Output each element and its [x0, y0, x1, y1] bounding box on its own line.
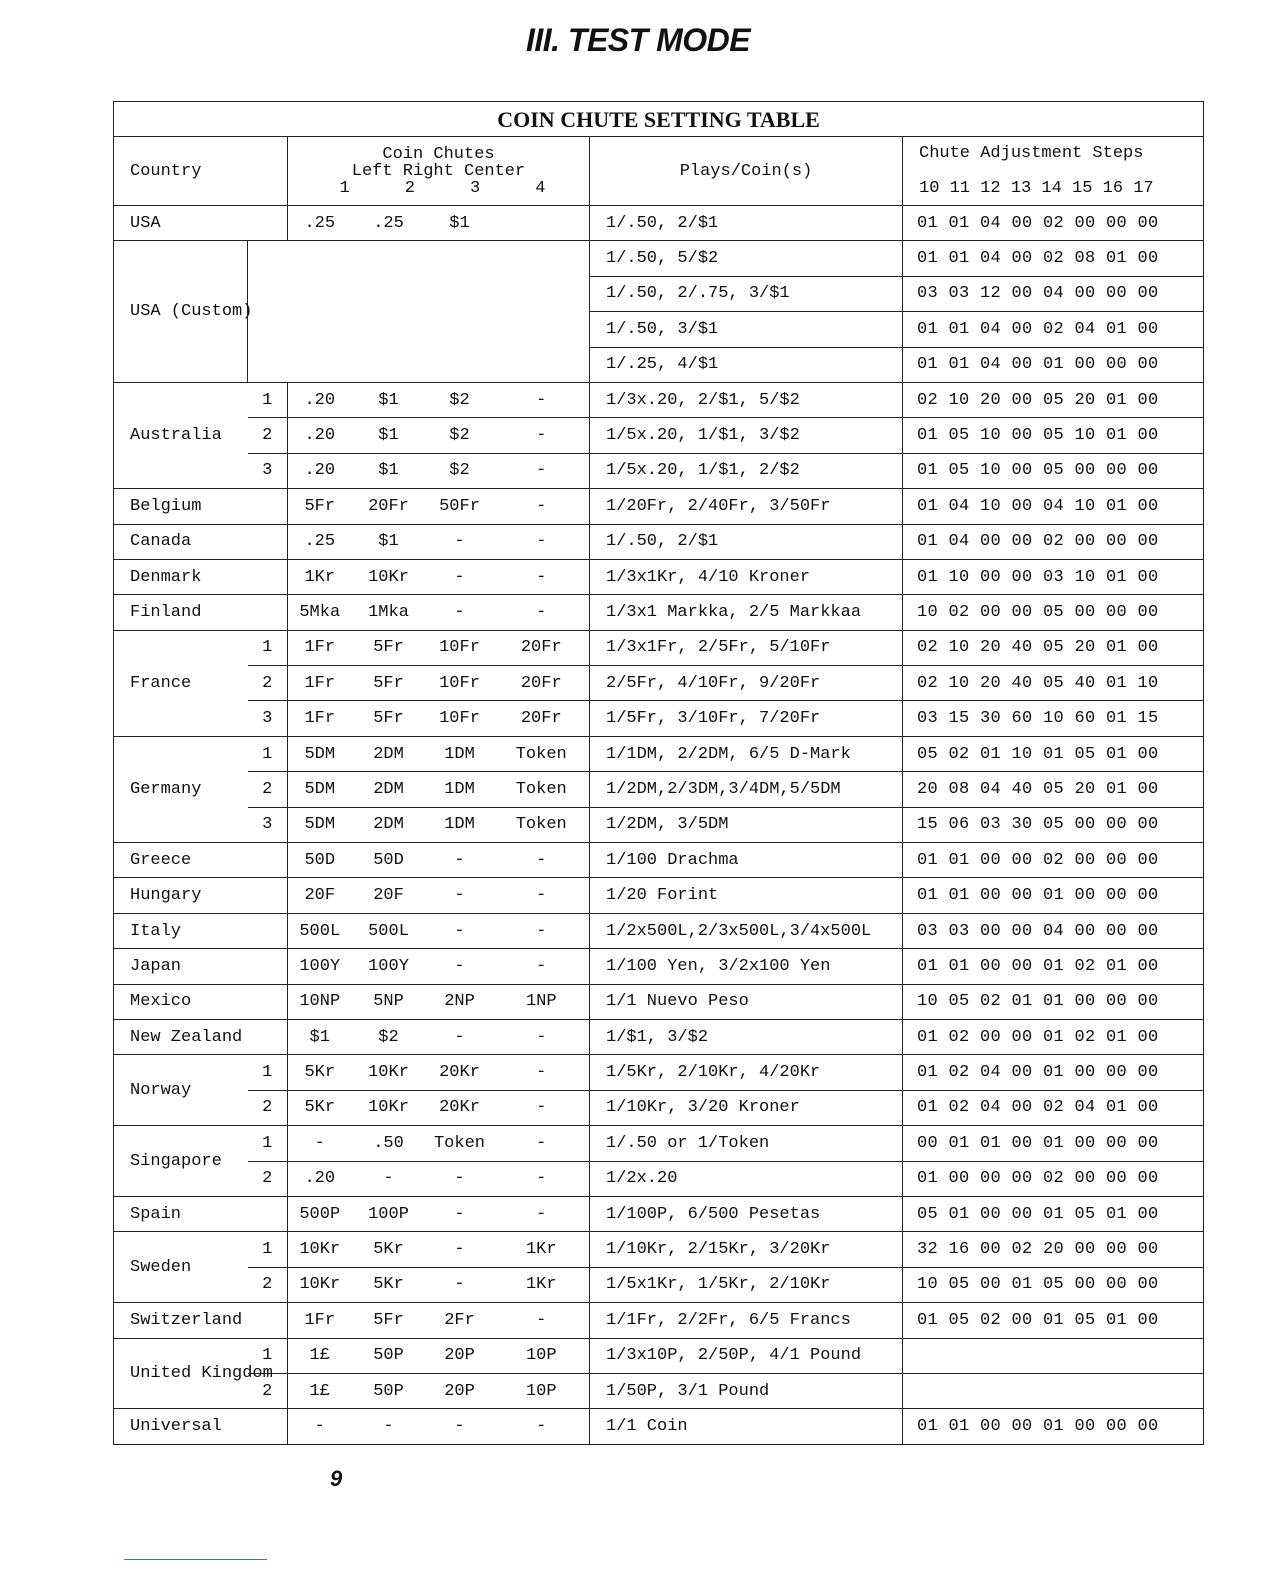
plays-cell: 1/20Fr, 2/40Fr, 3/50Fr [590, 489, 903, 524]
coin-chute-2: 1Mka [352, 595, 426, 630]
coin-chute-3: 50Fr [426, 489, 494, 524]
table-row [114, 1409, 1204, 1444]
coin-chute-4: 20Fr [494, 630, 590, 665]
coin-chute-4: 1NP [494, 984, 590, 1019]
coin-chutes-blank [248, 241, 590, 383]
table-row [114, 984, 1204, 1019]
coin-chute-1: 10NP [288, 984, 352, 1019]
coin-chute-4: - [494, 1090, 590, 1125]
steps-cell: 01 05 10 00 05 00 00 00 [903, 453, 1204, 488]
plays-cell: 1/5x.20, 1/$1, 3/$2 [590, 418, 903, 453]
coin-chute-4: - [494, 913, 590, 948]
coin-chute-2: 5Fr [352, 1303, 426, 1338]
coin-chute-4: Token [494, 772, 590, 807]
coin-chute-2: 5Fr [352, 666, 426, 701]
plays-cell: 1/1DM, 2/2DM, 6/5 D-Mark [590, 736, 903, 771]
plays-cell: 1/2x500L,2/3x500L,3/4x500L [590, 913, 903, 948]
variant-number [248, 843, 288, 878]
steps-cell: 01 04 10 00 04 10 01 00 [903, 489, 1204, 524]
variant-number: 1 [248, 736, 288, 771]
coin-chute-3: - [426, 1019, 494, 1054]
header-chute-number: 1 [339, 178, 350, 198]
plays-cell: 2/5Fr, 4/10Fr, 9/20Fr [590, 666, 903, 701]
variant-number: 2 [248, 1373, 288, 1408]
coin-chute-1: 5DM [288, 807, 352, 842]
coin-chute-3: 20Kr [426, 1090, 494, 1125]
variant-number: 2 [248, 418, 288, 453]
table-row [114, 843, 1204, 878]
coin-chute-4: - [494, 1303, 590, 1338]
coin-chute-1: 10Kr [288, 1232, 352, 1267]
coin-chute-1: 500L [288, 913, 352, 948]
coin-chute-4: - [494, 1019, 590, 1054]
coin-chute-3: $1 [426, 206, 494, 241]
plays-cell: 1/50P, 3/1 Pound [590, 1373, 903, 1408]
variant-number [248, 1409, 288, 1444]
coin-chute-1: 50D [288, 843, 352, 878]
steps-cell: 01 05 10 00 05 10 01 00 [903, 418, 1204, 453]
coin-chute-2: 100Y [352, 949, 426, 984]
coin-chute-3: - [426, 1196, 494, 1231]
steps-cell: 00 01 01 00 01 00 00 00 [903, 1126, 1204, 1161]
coin-chute-4: 20Fr [494, 701, 590, 736]
steps-cell: 03 15 30 60 10 60 01 15 [903, 701, 1204, 736]
coin-chute-4: - [494, 1196, 590, 1231]
coin-chute-3: 2NP [426, 984, 494, 1019]
plays-cell: 1/5Kr, 2/10Kr, 4/20Kr [590, 1055, 903, 1090]
table-row [114, 701, 1204, 736]
coin-chute-1: 5DM [288, 772, 352, 807]
steps-cell: 01 01 04 00 02 08 01 00 [903, 241, 1204, 276]
country-cell: Greece [114, 843, 248, 878]
table-row [114, 1055, 1204, 1090]
coin-chute-3: Token [426, 1126, 494, 1161]
coin-chute-3: - [426, 843, 494, 878]
coin-chute-1: - [288, 1409, 352, 1444]
coin-chute-4: Token [494, 736, 590, 771]
table-row [114, 559, 1204, 594]
coin-chute-1: 1£ [288, 1338, 352, 1373]
coin-chute-1: .20 [288, 418, 352, 453]
steps-cell: 02 10 20 40 05 20 01 00 [903, 630, 1204, 665]
page-number: 9 [330, 1466, 343, 1491]
steps-cell: 02 10 20 40 05 40 01 10 [903, 666, 1204, 701]
steps-cell [903, 1373, 1204, 1408]
table-row [114, 1161, 1204, 1196]
steps-cell: 05 01 00 00 01 05 01 00 [903, 1196, 1204, 1231]
table-row [114, 772, 1204, 807]
coin-chute-1: 1£ [288, 1373, 352, 1408]
variant-number: 1 [248, 1126, 288, 1161]
plays-cell: 1/.50, 5/$2 [590, 241, 903, 276]
coin-chute-3: - [426, 524, 494, 559]
coin-chute-3: 2Fr [426, 1303, 494, 1338]
country-cell: Singapore [114, 1126, 248, 1197]
coin-chute-4: - [494, 878, 590, 913]
country-cell: France [114, 630, 248, 736]
coin-chute-3: - [426, 949, 494, 984]
coin-chute-1: 1Fr [288, 701, 352, 736]
coin-chute-3: $2 [426, 418, 494, 453]
table-row [114, 595, 1204, 630]
footer-divider [124, 1559, 267, 1560]
plays-cell: 1/10Kr, 2/15Kr, 3/20Kr [590, 1232, 903, 1267]
coin-chute-2: $1 [352, 382, 426, 417]
coin-chute-3: $2 [426, 382, 494, 417]
coin-chute-3: - [426, 913, 494, 948]
header-chute-number: 4 [535, 178, 546, 198]
header-country: Country [114, 137, 288, 206]
variant-number: 2 [248, 772, 288, 807]
variant-number: 3 [248, 453, 288, 488]
coin-chute-4: - [494, 1409, 590, 1444]
steps-cell: 01 02 04 00 02 04 01 00 [903, 1090, 1204, 1125]
table-row [114, 1303, 1204, 1338]
variant-number [248, 984, 288, 1019]
steps-cell: 01 01 04 00 02 00 00 00 [903, 206, 1204, 241]
country-cell: Universal [114, 1409, 248, 1444]
variant-number: 1 [248, 382, 288, 417]
table-row [114, 382, 1204, 417]
header-coin-chutes [288, 137, 590, 206]
plays-cell: 1/3x1 Markka, 2/5 Markkaa [590, 595, 903, 630]
coin-chute-1: 10Kr [288, 1267, 352, 1302]
plays-cell: 1/1 Nuevo Peso [590, 984, 903, 1019]
plays-cell: 1/2DM,2/3DM,3/4DM,5/5DM [590, 772, 903, 807]
variant-number [248, 595, 288, 630]
steps-cell: 01 02 00 00 01 02 01 00 [903, 1019, 1204, 1054]
header-step-numbers: 10 11 12 13 14 15 16 17 [919, 179, 1154, 198]
header-chute-number: 3 [470, 178, 481, 198]
table-row [114, 1196, 1204, 1231]
coin-chute-3: 1DM [426, 807, 494, 842]
steps-cell: 32 16 00 02 20 00 00 00 [903, 1232, 1204, 1267]
plays-cell: 1/3x1Kr, 4/10 Kroner [590, 559, 903, 594]
plays-cell: 1/5Fr, 3/10Fr, 7/20Fr [590, 701, 903, 736]
variant-number: 2 [248, 1161, 288, 1196]
coin-chute-3: - [426, 1232, 494, 1267]
plays-cell: 1/2x.20 [590, 1161, 903, 1196]
coin-chute-2: 20Fr [352, 489, 426, 524]
table-title: COIN CHUTE SETTING TABLE [114, 102, 1204, 137]
coin-chute-1: 1Fr [288, 1303, 352, 1338]
coin-chute-1: $1 [288, 1019, 352, 1054]
plays-cell: 1/.50 or 1/Token [590, 1126, 903, 1161]
coin-chute-3: - [426, 1161, 494, 1196]
country-cell: Finland [114, 595, 248, 630]
steps-cell: 01 04 00 00 02 00 00 00 [903, 524, 1204, 559]
variant-number [248, 949, 288, 984]
coin-chute-2: 10Kr [352, 1090, 426, 1125]
table-row [114, 736, 1204, 771]
plays-cell: 1/100 Drachma [590, 843, 903, 878]
plays-cell: 1/.25, 4/$1 [590, 347, 903, 382]
coin-chute-1: 5DM [288, 736, 352, 771]
steps-cell: 10 05 00 01 05 00 00 00 [903, 1267, 1204, 1302]
steps-cell: 10 05 02 01 01 00 00 00 [903, 984, 1204, 1019]
coin-chute-3: 20Kr [426, 1055, 494, 1090]
coin-chute-2: $1 [352, 453, 426, 488]
table-row [114, 1338, 1204, 1373]
steps-cell: 01 01 04 00 01 00 00 00 [903, 347, 1204, 382]
table-row [114, 807, 1204, 842]
coin-chute-1: 5Kr [288, 1090, 352, 1125]
coin-chute-4: 1Kr [494, 1267, 590, 1302]
coin-chute-2: - [352, 1161, 426, 1196]
coin-chute-3: - [426, 878, 494, 913]
country-cell: USA [114, 206, 248, 241]
steps-cell: 02 10 20 00 05 20 01 00 [903, 382, 1204, 417]
variant-number [248, 878, 288, 913]
coin-chute-1: 20F [288, 878, 352, 913]
coin-chute-1: .20 [288, 1161, 352, 1196]
variant-number [248, 489, 288, 524]
variant-number: 3 [248, 701, 288, 736]
coin-chute-2: 50P [352, 1373, 426, 1408]
coin-chute-1: 1Fr [288, 630, 352, 665]
coin-chute-2: 50D [352, 843, 426, 878]
table-row [114, 489, 1204, 524]
coin-chute-1: 1Kr [288, 559, 352, 594]
header-steps-label: Chute Adjustment Steps [919, 144, 1144, 163]
variant-number: 2 [248, 666, 288, 701]
variant-number: 3 [248, 807, 288, 842]
coin-chute-3: 10Fr [426, 630, 494, 665]
plays-cell: 1/20 Forint [590, 878, 903, 913]
plays-cell: 1/10Kr, 3/20 Kroner [590, 1090, 903, 1125]
coin-chute-4: - [494, 595, 590, 630]
coin-chute-4: - [494, 1126, 590, 1161]
steps-cell: 01 01 00 00 01 02 01 00 [903, 949, 1204, 984]
coin-chute-1: 100Y [288, 949, 352, 984]
table-row [114, 1373, 1204, 1408]
plays-cell: 1/.50, 2/.75, 3/$1 [590, 276, 903, 311]
country-cell: Hungary [114, 878, 248, 913]
table-row [114, 1090, 1204, 1125]
coin-chute-1: .25 [288, 524, 352, 559]
coin-chute-3: 20P [426, 1338, 494, 1373]
country-cell: Germany [114, 736, 248, 842]
coin-chute-3: $2 [426, 453, 494, 488]
table-row [114, 524, 1204, 559]
table-body [114, 206, 1204, 1445]
coin-chute-2: 500L [352, 913, 426, 948]
coin-chute-1: .20 [288, 382, 352, 417]
country-cell: Italy [114, 913, 248, 948]
coin-chute-4 [494, 206, 590, 241]
table-row [114, 206, 1204, 241]
country-cell: Norway [114, 1055, 248, 1126]
table-row [114, 949, 1204, 984]
table-row [114, 241, 1204, 276]
plays-cell: 1/100P, 6/500 Pesetas [590, 1196, 903, 1231]
steps-cell: 03 03 12 00 04 00 00 00 [903, 276, 1204, 311]
coin-chute-4: 10P [494, 1373, 590, 1408]
coin-chute-4: - [494, 489, 590, 524]
coin-chute-4: Token [494, 807, 590, 842]
variant-number [248, 1019, 288, 1054]
coin-chute-2: 5Kr [352, 1267, 426, 1302]
table-row [114, 630, 1204, 665]
plays-cell: 1/5x.20, 1/$1, 2/$2 [590, 453, 903, 488]
steps-cell: 20 08 04 40 05 20 01 00 [903, 772, 1204, 807]
steps-cell: 05 02 01 10 01 05 01 00 [903, 736, 1204, 771]
coin-chute-3: - [426, 559, 494, 594]
table-row [114, 878, 1204, 913]
variant-number [248, 1196, 288, 1231]
header-plays: Plays/Coin(s) [590, 137, 903, 206]
coin-chute-1: .20 [288, 453, 352, 488]
coin-chute-1: .25 [288, 206, 352, 241]
coin-chute-1: - [288, 1126, 352, 1161]
coin-chute-2: .50 [352, 1126, 426, 1161]
coin-chute-4: - [494, 453, 590, 488]
variant-number: 1 [248, 630, 288, 665]
steps-cell: 01 10 00 00 03 10 01 00 [903, 559, 1204, 594]
header-steps [903, 137, 1204, 206]
variant-number: 2 [248, 1267, 288, 1302]
steps-cell: 01 01 00 00 02 00 00 00 [903, 843, 1204, 878]
steps-cell: 01 02 04 00 01 00 00 00 [903, 1055, 1204, 1090]
steps-cell: 01 01 00 00 01 00 00 00 [903, 1409, 1204, 1444]
coin-chute-4: - [494, 418, 590, 453]
coin-chute-2: 100P [352, 1196, 426, 1231]
coin-chute-4: 20Fr [494, 666, 590, 701]
plays-cell: 1/1 Coin [590, 1409, 903, 1444]
coin-chute-2: 50P [352, 1338, 426, 1373]
table-row [114, 453, 1204, 488]
coin-chute-2: 2DM [352, 772, 426, 807]
coin-chute-4: 1Kr [494, 1232, 590, 1267]
plays-cell: 1/2DM, 3/5DM [590, 807, 903, 842]
plays-cell: 1/100 Yen, 3/2x100 Yen [590, 949, 903, 984]
coin-chute-3: 1DM [426, 736, 494, 771]
table-row [114, 1267, 1204, 1302]
plays-cell: 1/.50, 2/$1 [590, 206, 903, 241]
coin-chute-2: 5Fr [352, 630, 426, 665]
country-cell: Belgium [114, 489, 248, 524]
country-cell: New Zealand [114, 1019, 248, 1054]
steps-cell: 15 06 03 30 05 00 00 00 [903, 807, 1204, 842]
plays-cell: 1/1Fr, 2/2Fr, 6/5 Francs [590, 1303, 903, 1338]
plays-cell: 1/3x1Fr, 2/5Fr, 5/10Fr [590, 630, 903, 665]
variant-number [248, 1303, 288, 1338]
table-row [114, 1232, 1204, 1267]
country-cell: United Kingdom [114, 1338, 248, 1409]
coin-chute-3: 10Fr [426, 701, 494, 736]
country-cell: Canada [114, 524, 248, 559]
coin-chute-2: $1 [352, 524, 426, 559]
plays-cell: 1/3x10P, 2/50P, 4/1 Pound [590, 1338, 903, 1373]
coin-chute-3: 1DM [426, 772, 494, 807]
country-cell: Mexico [114, 984, 248, 1019]
plays-cell: 1/.50, 2/$1 [590, 524, 903, 559]
country-cell: Sweden [114, 1232, 248, 1303]
table-row [114, 666, 1204, 701]
table-row [114, 1019, 1204, 1054]
coin-chute-3: 10Fr [426, 666, 494, 701]
table-row [114, 913, 1204, 948]
steps-cell: 10 02 00 00 05 00 00 00 [903, 595, 1204, 630]
plays-cell: 1/$1, 3/$2 [590, 1019, 903, 1054]
coin-chute-4: - [494, 524, 590, 559]
plays-cell: 1/3x.20, 2/$1, 5/$2 [590, 382, 903, 417]
steps-cell: 01 01 00 00 01 00 00 00 [903, 878, 1204, 913]
coin-chute-1: 500P [288, 1196, 352, 1231]
steps-cell: 01 01 04 00 02 04 01 00 [903, 312, 1204, 347]
country-cell: Spain [114, 1196, 248, 1231]
header-coin-chutes-label: Coin Chutes [382, 144, 495, 164]
coin-chute-3: 20P [426, 1373, 494, 1408]
variant-number: 1 [248, 1338, 288, 1373]
coin-chute-2: 5NP [352, 984, 426, 1019]
table-row [114, 418, 1204, 453]
coin-chute-2: 10Kr [352, 559, 426, 594]
steps-cell: 01 00 00 00 02 00 00 00 [903, 1161, 1204, 1196]
coin-chute-1: 5Kr [288, 1055, 352, 1090]
country-cell: Australia [114, 382, 248, 488]
coin-chute-2: 20F [352, 878, 426, 913]
country-cell: Japan [114, 949, 248, 984]
page-title: III. TEST MODE [525, 22, 751, 58]
coin-chute-setting-table [113, 101, 1204, 1445]
plays-cell: 1/5x1Kr, 1/5Kr, 2/10Kr [590, 1267, 903, 1302]
coin-chute-4: - [494, 559, 590, 594]
country-cell: Switzerland [114, 1303, 248, 1338]
steps-cell: 01 05 02 00 01 05 01 00 [903, 1303, 1204, 1338]
coin-chute-3: - [426, 595, 494, 630]
coin-chute-4: - [494, 1161, 590, 1196]
variant-number: 1 [248, 1232, 288, 1267]
steps-cell: 03 03 00 00 04 00 00 00 [903, 913, 1204, 948]
coin-chute-4: - [494, 949, 590, 984]
coin-chute-2: 10Kr [352, 1055, 426, 1090]
variant-number [248, 206, 288, 241]
country-cell: USA (Custom) [114, 241, 248, 383]
coin-chute-2: 2DM [352, 736, 426, 771]
variant-number [248, 524, 288, 559]
coin-chute-2: $1 [352, 418, 426, 453]
variant-number: 2 [248, 1090, 288, 1125]
coin-chute-3: - [426, 1267, 494, 1302]
coin-chute-2: - [352, 1409, 426, 1444]
coin-chute-1: 1Fr [288, 666, 352, 701]
coin-chute-1: 5Mka [288, 595, 352, 630]
coin-chute-4: - [494, 1055, 590, 1090]
coin-chute-4: 10P [494, 1338, 590, 1373]
header-coin-chute-positions: Left Right Center [351, 161, 526, 181]
variant-number: 1 [248, 1055, 288, 1090]
plays-cell: 1/.50, 3/$1 [590, 312, 903, 347]
variant-number [248, 913, 288, 948]
coin-chute-4: - [494, 382, 590, 417]
coin-chute-2: 2DM [352, 807, 426, 842]
steps-cell [903, 1338, 1204, 1373]
country-cell: Denmark [114, 559, 248, 594]
coin-chute-1: 5Fr [288, 489, 352, 524]
coin-chute-2: 5Fr [352, 701, 426, 736]
coin-chute-4: - [494, 843, 590, 878]
coin-chute-2: .25 [352, 206, 426, 241]
coin-chute-2: $2 [352, 1019, 426, 1054]
variant-number [248, 559, 288, 594]
coin-chute-3: - [426, 1409, 494, 1444]
coin-chute-2: 5Kr [352, 1232, 426, 1267]
header-chute-number: 2 [404, 178, 415, 198]
table-row [114, 1126, 1204, 1161]
